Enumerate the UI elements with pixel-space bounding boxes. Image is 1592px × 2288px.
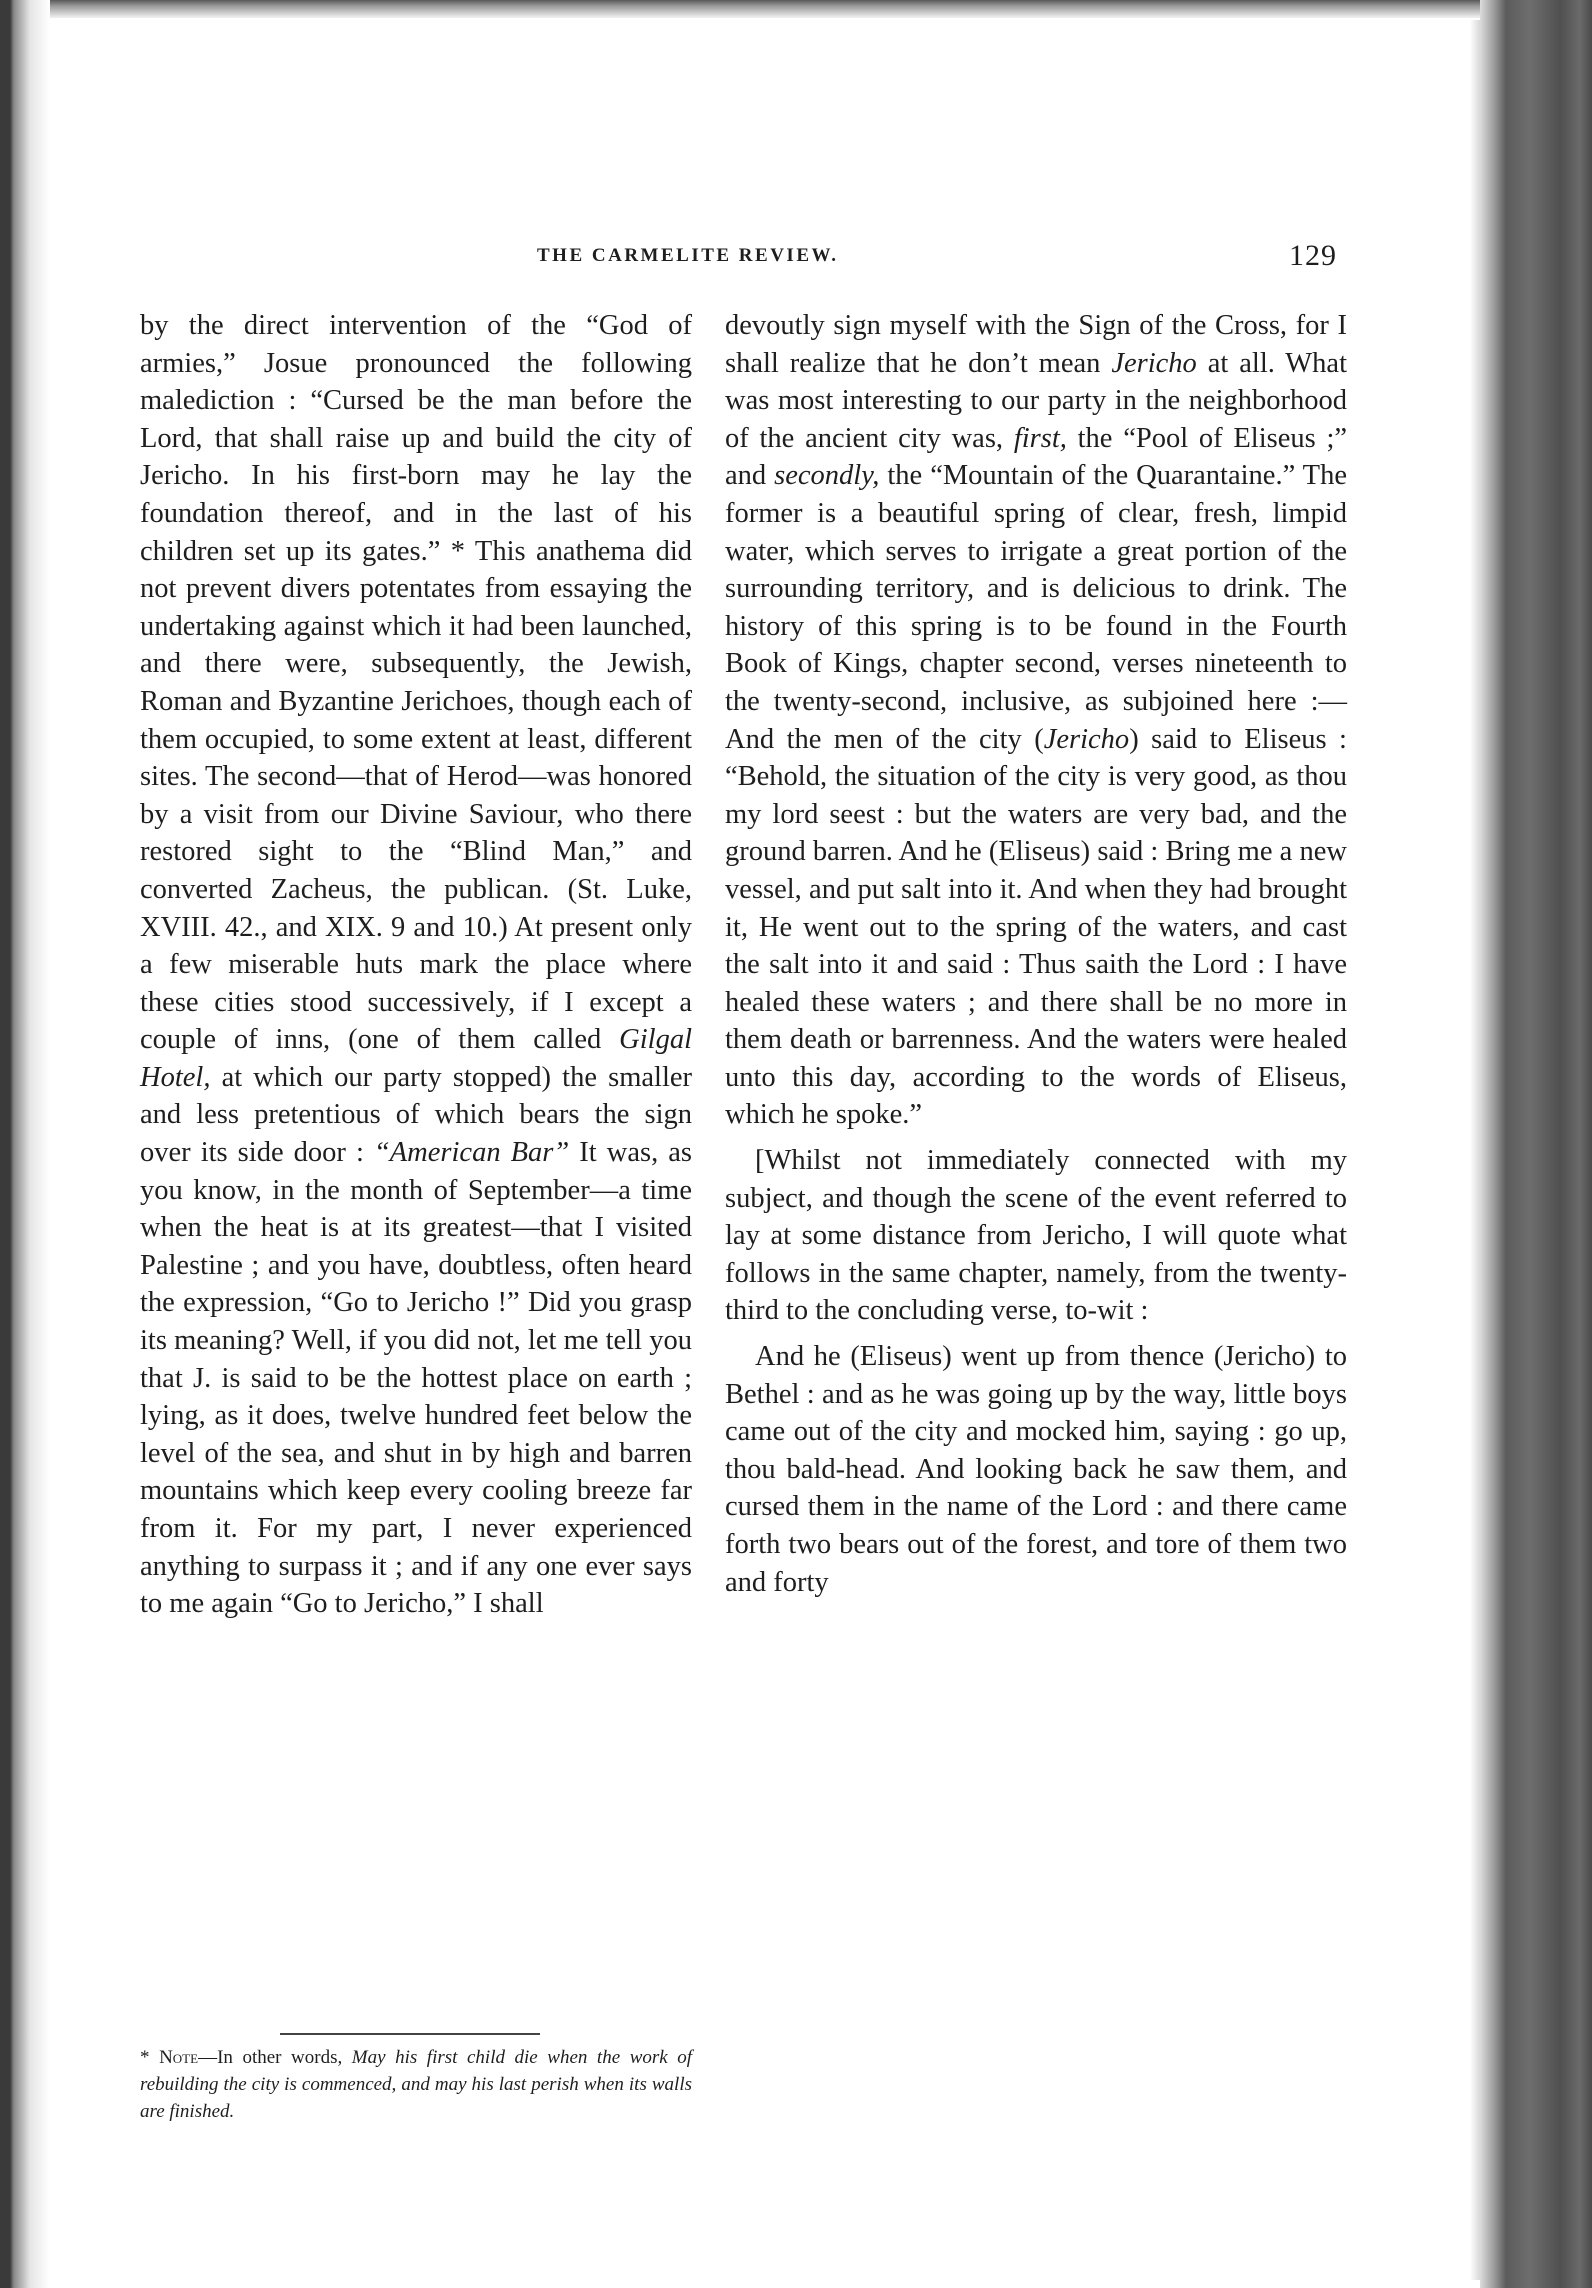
book-page — [60, 20, 1470, 2280]
right-p1-em-first: first, — [1013, 422, 1067, 454]
right-p1-b: at all. What was most interesting to our party in the neighborhood of the ancient city was, — [725, 347, 1347, 454]
left-text-c: It was, as you know, in the month of September—a time when the heat is at its greatest—that I visited Palestine ; and you have, doubtless, often heard the expression, “Go to Jericho !” Did you grasp its meaning? Well, if you did not, let me tell you that J. is said to be the hottest place on earth ; lying, as it does, twelve hundred feet below the level of the sea, and shut in by high and barren mountains which keep every cooling breeze far from it. For my part, I never experienced anything to surpass it ; and if any one ever says to me again “Go to Jericho,” I shall — [140, 1137, 693, 1620]
footnote-lead: Note — [159, 2047, 199, 2068]
footnote-mark: * — [140, 2047, 150, 2068]
right-p1-e: ) said to Eliseus : “Behold, the situation of the city is very good, as thou my lord seest : but the waters are very bad, and the ground barren. And he (Eliseus) said : Bring me a new vessel, and put salt into it. And when they had brought it, He went out to the spring of the waters, and cast the salt into it and said : Thus saith the Lord : I have healed these waters ; and there shall be no more in them death or barrenness. And the waters were healed unto this day, according to the words of Eliseus, which he spoke.” — [725, 723, 1347, 1131]
right-p1-em-jericho-2: Jericho — [1043, 723, 1130, 755]
left-text-a: by the direct intervention of the “God of armies,” Josue pronounced the following malediction : “Cursed be the man before the Lord, that shall raise up and build the city of Jericho. In his first-born may he lay the foundation thereof, and in the last of his children set up its gates.” * This anathema did not prevent divers potentates from essaying the undertaking against which it had been launched, and there were, subsequently, the Jewish, Roman and Byzantine Jerichoes, though each of them occupied, to some extent at least, different sites. The second—that of Herod—was honored by a visit from our Divine Saviour, who there restored sight to the “Blind Man,” and converted Zacheus, the publican. (St. Luke, XVIII. 42., and XIX. 9 and 10.) At present only a few miserable huts mark the place where these cities stood successively, if I except a couple of inns, (one of them called — [140, 310, 692, 1056]
right-p1-em-jericho: Jericho — [1111, 347, 1197, 379]
right-paragraph-2: [Whilst not immediately connected with my subject, and though the scene of the event referred to lay at some distance from Jericho, I will quote what follows in the same chapter, namely, from the twenty-third to the concluding verse, to-wit : — [725, 1145, 1347, 1327]
book-spine-edge — [1480, 0, 1592, 2288]
page-edge — [1470, 20, 1480, 2280]
left-text-b: at which our party stopped) the smaller and less pretentious of which bears the sign over its side door : — [140, 1061, 693, 1169]
page-number: 129 — [1289, 239, 1337, 272]
running-title: THE CARMELITE REVIEW. — [537, 245, 839, 266]
left-em-american-bar: “American Bar” — [373, 1137, 570, 1169]
footnote-rule — [280, 2033, 540, 2035]
left-column — [140, 307, 692, 1623]
right-paragraph-3: And he (Eliseus) went up from thence (Jericho) to Bethel : and as he was going up by the way, little boys came out of the city and mocked him, saying : go up, thou bald-head. And looking back he saw them, and cursed them in the name of the Lord : and there came forth two bears out of the forest, and tore of them two and forty — [725, 1341, 1347, 1598]
footnote-dash: —In other words, — [198, 2047, 343, 2068]
right-p1-d: the “Mountain of the Quarantaine.” The former is a beautiful spring of clear, fresh, limpid water, which serves to irrigate a great portion of the surrounding territory, and is delicious to drink. The history of this spring is to be found in the Fourth Book of Kings, chapter second, verses nineteenth to the twenty-second, inclusive, as subjoined here :—And the men of the city ( — [725, 460, 1347, 755]
right-p1-a: devoutly sign myself with the Sign of the Cross, for I shall realize that he don’t mean — [725, 310, 1347, 379]
left-paragraph — [140, 307, 692, 1623]
right-column — [725, 307, 1347, 1601]
footnote-text: May his first child die when the work of rebuilding the city is commenced, and may his last perish when its walls are finished. — [140, 2047, 693, 2122]
running-head — [537, 239, 1337, 281]
left-em-gilgal: Gilgal Hotel, — [140, 1024, 693, 1093]
right-paragraph-1 — [725, 307, 1347, 1134]
right-p1-c: the “Pool of Eliseus ;” and — [725, 422, 1348, 492]
scan-top-shadow — [0, 0, 1592, 18]
scan-left-margin — [0, 0, 50, 2288]
footnote — [140, 2044, 692, 2125]
right-p1-em-secondly: secondly, — [774, 460, 880, 492]
